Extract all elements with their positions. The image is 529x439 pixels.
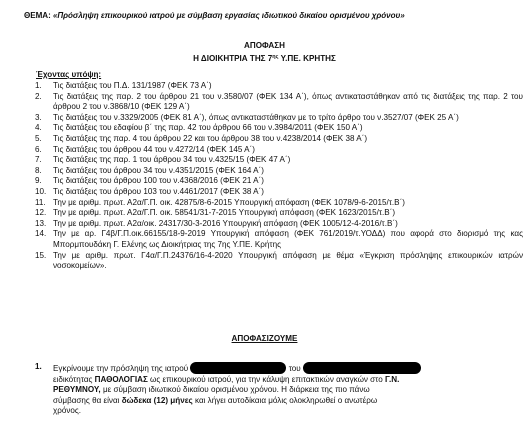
decision-title: ΑΠΟΦΑΣΗ [244,41,285,50]
item-number: 12. [35,208,47,218]
list-item [35,81,523,92]
list-item [35,251,523,272]
subject-prefix: ΘΕΜΑ: [24,11,51,20]
redacted-father-name [303,362,421,374]
decision-text [53,362,503,417]
item-number: 3. [35,112,42,122]
item-number: 8. [35,165,42,175]
list-item [35,198,523,209]
decision-line-1 [53,362,503,375]
list-item [35,123,523,134]
item-number: 6. [35,144,42,154]
decision-text-part: ως επικουρικού ιατρού, για την κάλυψη επιτακτικών αναγκών στο [150,374,383,384]
issuer-before: Η ΔΙΟΙΚΗΤΡΙΑ ΤΗΣ 7 [193,54,273,63]
decision-text-part: με σύμβαση ιδιωτικού δικαίου ορισμένου χρόνου. Η διάρκεια της πιο πάνω [102,385,370,395]
decision-text-part: σύμβασης θα είναι [53,395,120,405]
list-item [35,113,523,124]
list-item [35,145,523,156]
list-item [35,134,523,145]
item-text: Τις διατάξεις της παρ. 1 του άρθρου 34 του ν.4325/15 (ΦΕΚ 47 Α΄) [53,155,291,165]
item-text: Τις διατάξεις του ν.3329/2005 (ΦΕΚ 81 Α΄), όπως αντικαταστάθηκαν με το τρίτο άρθρο του ν.3527/07 (ΦΕΚ 25 Α΄) [53,112,459,122]
item-number: 4. [35,123,42,133]
subject-line [24,11,524,22]
subject-text: «Πρόσληψη επικουρικού ιατρού με σύμβαση εργασίας ιδιωτικού δικαίου ορισμένου χρόνου» [52,11,405,20]
contract-duration: δώδεκα (12) μήνες [121,395,193,405]
list-item [35,219,523,230]
item-text: Τις διατάξεις του άρθρου 103 του ν.4461/2017 (ΦΕΚ 38 Α΄) [53,186,264,196]
item-text: Την με αριθμ. πρωτ. Α2α/Γ.Π. οικ. 58541/31-7-2015 Υπουργική απόφαση (ΦΕΚ 1623/2015/τ.Β΄) [53,208,396,218]
item-text: Την με αριθμ. πρωτ. Α2α/οικ. 24317/30-3-2016 Υπουργική απόφαση (ΦΕΚ 1005/12-4-2016/τ.Β΄) [53,218,398,228]
decision-of-text: του [288,364,301,373]
item-number: 9. [35,176,42,186]
item-number: 13. [35,218,47,228]
list-item [35,208,523,219]
specialty-name: ΠΑΘΟΛΟΓΙΑΣ [94,374,148,384]
decision-line-4 [53,396,503,407]
given-label: Έχοντας υπόψη: [36,70,102,79]
item-text: Τις διατάξεις του άρθρου 100 του ν.4368/2016 (ΦΕΚ 21 Α΄) [53,176,264,186]
decision-line-3 [53,385,503,396]
decision-approve-text: Εγκρίνουμε την πρόσληψη της ιατρού [53,364,189,373]
item-number: 1. [35,81,42,90]
decision-text-part: και λήγει αυτοδίκαια μόλις ολοκληρωθεί ο ανωτέρω [195,395,378,405]
list-item [35,166,523,177]
issuer-line [0,52,529,65]
item-number: 15. [35,250,47,260]
decision-text-part: ειδικότητας [53,374,93,384]
list-item [35,229,523,250]
decision-item [35,362,503,417]
redacted-doctor-name [190,362,286,374]
item-text: Τις διατάξεις του άρθρου 34 του ν.4351/2015 (ΦΕΚ 164 Α΄) [53,165,264,175]
decision-line-5: χρόνος. [53,406,82,416]
item-number: 10. [35,186,47,196]
list-item [35,176,523,187]
list-item [35,187,523,198]
list-item [35,92,523,113]
list-item [35,155,523,166]
considerations-list [35,81,523,272]
hospital-name: ΡΕΘΥΜΝΟΥ, [53,385,101,395]
item-text: Την με αρ. Γ4β/Γ.Π.οικ.66155/18-9-2019 Υπουργική απόφαση (ΦΕΚ 761/2019/τ.ΥΟΔΔ) που αφορά στο διορισμό της κας Μπορμπουδάκη Γ. Ελένης ως Διοικήτριας της 7ης Υ.ΠΕ. Κρήτης [53,229,523,249]
issuer-sup: ης [272,54,279,60]
item-text: Την με αριθμ. πρωτ. Α2α/Γ.Π. οικ. 42875/8-6-2015 Υπουργική απόφαση (ΦΕΚ 1078/9-6-2015/τ.Β΄) [53,197,405,207]
item-text: Τις διατάξεις της παρ. 2 του άρθρου 21 του ν.3580/07 (ΦΕΚ 134 Α΄), όπως αντικαταστάθηκαν από τις διατάξεις της παρ. 2 του άρθρου 2 του ν.3868/10 (ΦΕΚ 129 Α΄) [53,91,523,112]
decision-line-2 [53,375,503,386]
item-number: 11. [35,197,46,207]
item-text: Την με αριθμ. πρωτ. Γ4α/Γ.Π.24376/16-4-2020 Υπουργική απόφαση με θέμα «Έγκριση πρόσληψης επικουρικών ιατρών νοσοκομείων». [53,250,523,271]
item-text: Τις διατάξεις του Π.Δ. 131/1987 (ΦΕΚ 73 Α΄) [53,81,212,90]
item-number: 7. [35,155,42,165]
item-text: Τις διατάξεις του άρθρου 44 του ν.4272/14 (ΦΕΚ 145 Α΄) [53,144,255,154]
item-number: 2. [35,91,42,101]
item-text: Τις διατάξεις του εδαφίου β΄ της παρ. 42 του άρθρου 66 του ν.3984/2011 (ΦΕΚ 150 Α΄) [53,123,363,133]
issuer-after: Υ.ΠΕ. ΚΡΗΤΗΣ [278,54,336,63]
hospital-prefix: Γ.Ν. [385,374,400,384]
item-number: 5. [35,133,42,143]
item-text: Τις διατάξεις της παρ. 4 του άρθρου 22 και του άρθρου 38 του ν.4238/2014 (ΦΕΚ 38 Α΄) [53,133,368,143]
decision-number: 1. [35,362,42,371]
item-number: 14. [35,229,47,239]
decide-title: ΑΠΟΦΑΣΙΖΟΥΜΕ [231,334,298,343]
